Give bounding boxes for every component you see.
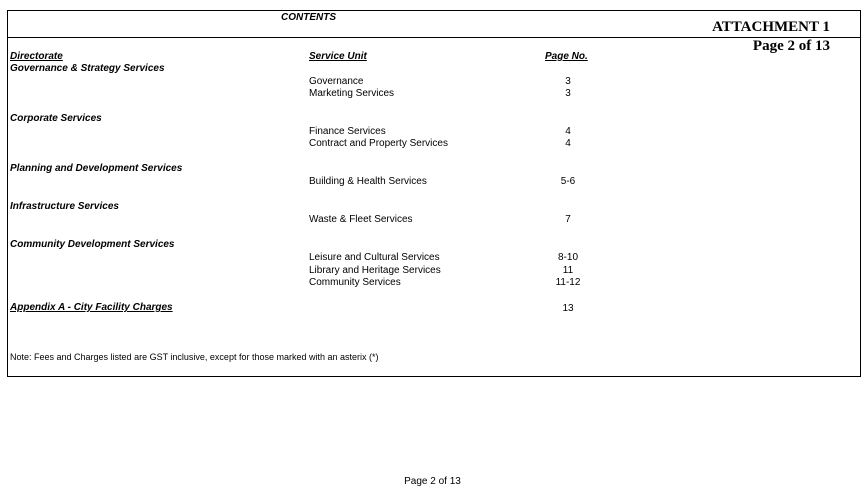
directorate-planning-development: Planning and Development Services [10,163,183,174]
page-number: 8-10 [557,252,578,263]
page-number: 3 [565,88,571,99]
page-number: 11 [562,265,574,276]
directorate-header: Directorate [10,51,63,62]
page-number: 7 [565,214,571,225]
service-unit: Finance Services [309,126,386,137]
attachment-page: Page 2 of 13 [752,38,830,54]
contents-title: CONTENTS [281,12,336,23]
directorate-governance-strategy: Governance & Strategy Services [10,63,165,74]
page-number: 3 [565,76,571,87]
note-text: Note: Fees and Charges listed are GST inclusive, except for those marked with an asterix (*) [10,352,379,362]
page-number: 5-6 [560,176,576,187]
appendix-link[interactable]: Appendix A - City Facility Charges [10,302,173,313]
service-unit: Library and Heritage Services [309,265,441,276]
attachment-number: ATTACHMENT 1 [712,19,830,35]
service-unit: Contract and Property Services [309,138,448,149]
attachment-label [702,18,830,56]
page-footer: Page 2 of 13 [404,476,461,487]
directorate-infrastructure: Infrastructure Services [10,201,119,212]
service-unit-header: Service Unit [309,51,367,62]
directorate-community-development: Community Development Services [10,239,175,250]
service-unit: Leisure and Cultural Services [309,252,440,263]
service-unit: Governance [309,76,364,87]
page-number: 4 [565,126,571,137]
page-number: 11-12 [555,277,581,288]
service-unit: Waste & Fleet Services [309,214,413,225]
page-no-header: Page No. [545,51,588,62]
service-unit: Community Services [309,277,401,288]
service-unit: Marketing Services [309,88,395,99]
header-rule [8,37,660,38]
service-unit: Building & Health Services [309,176,427,187]
page-number: 4 [565,138,571,149]
appendix-page-number: 13 [562,303,574,314]
directorate-corporate: Corporate Services [10,113,102,124]
